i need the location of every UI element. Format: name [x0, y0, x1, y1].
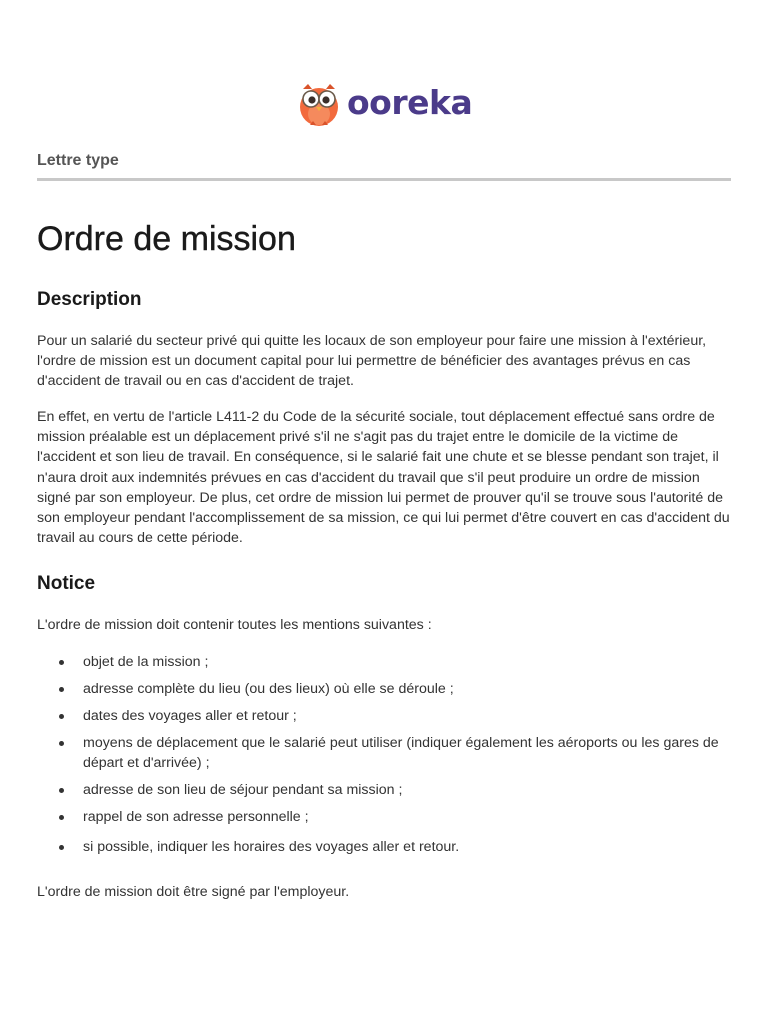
- list-item-text: rappel de son adresse personnelle ;: [83, 809, 309, 826]
- list-item-text: si possible, indiquer les horaires des voyages aller et retour.: [83, 839, 460, 856]
- bullet-icon: [59, 788, 64, 793]
- logo-wordmark: ooreka: [347, 82, 473, 122]
- document-type-label: Lettre type: [37, 152, 119, 169]
- ooreka-logo: [297, 80, 472, 128]
- list-item: [37, 652, 727, 672]
- bullet-icon: [59, 741, 64, 746]
- bullet-icon: [59, 714, 64, 719]
- bullet-icon: [59, 660, 64, 665]
- list-item: [37, 733, 727, 773]
- notice-intro: L'ordre de mission doit contenir toutes les mentions suivantes :: [37, 617, 432, 633]
- header-divider: [37, 178, 731, 181]
- description-heading: Description: [37, 289, 142, 310]
- mentions-list: [37, 652, 727, 864]
- bullet-icon: [59, 845, 64, 850]
- list-item-text: adresse complète du lieu (ou des lieux) où elle se déroule ;: [83, 681, 454, 697]
- list-item-text: objet de la mission ;: [83, 654, 209, 670]
- notice-heading: Notice: [37, 573, 96, 594]
- list-item-text: moyens de déplacement que le salarié peut utiliser (indiquer également les aéroports ou les gares de départ et d'arrivée) ;: [83, 735, 719, 772]
- list-item: [37, 780, 727, 800]
- list-item: [37, 807, 727, 827]
- description-paragraph-1: Pour un salarié du secteur privé qui quitte les locaux de son employeur pour faire une mission à l'extérieur, l'ordre de mission est un document capital pour lui permettre de bénéficier des avantages prévus en cas d'accident de travail ou en cas d'accident de trajet.: [37, 333, 707, 390]
- page-title: Ordre de mission: [37, 220, 296, 258]
- owl-logo-icon: [297, 81, 341, 127]
- list-item-text: adresse de son lieu de séjour pendant sa mission ;: [83, 782, 403, 799]
- closing-paragraph: L'ordre de mission doit être signé par l'employeur.: [37, 884, 350, 900]
- description-paragraph-2: En effet, en vertu de l'article L411-2 du Code de la sécurité sociale, tout déplacement effectué sans ordre de mission préalable est un déplacement privé s'il ne s'agit pas du trajet entre le domicile de la victime de l'accident et son lieu de travail. En conséquence, si le salarié fait une chute et se blesse pendant son trajet, il n'aura droit aux indemnités prévues en cas d'accident du travail que s'il peut produire un ordre de mission signé par son employeur. De plus, cet ordre de mission lui permet de prouver qu'il se trouve sous l'autorité de son employeur pendant l'accomplissement de sa mission, ce qui lui permet d'être couvert en cas d'accident du travail au cours de cette période.: [37, 409, 730, 547]
- list-item: [37, 706, 727, 726]
- list-item: [37, 679, 727, 699]
- list-item-text: dates des voyages aller et retour ;: [83, 708, 297, 724]
- bullet-icon: [59, 687, 64, 692]
- list-item: [37, 837, 727, 857]
- bullet-icon: [59, 815, 64, 820]
